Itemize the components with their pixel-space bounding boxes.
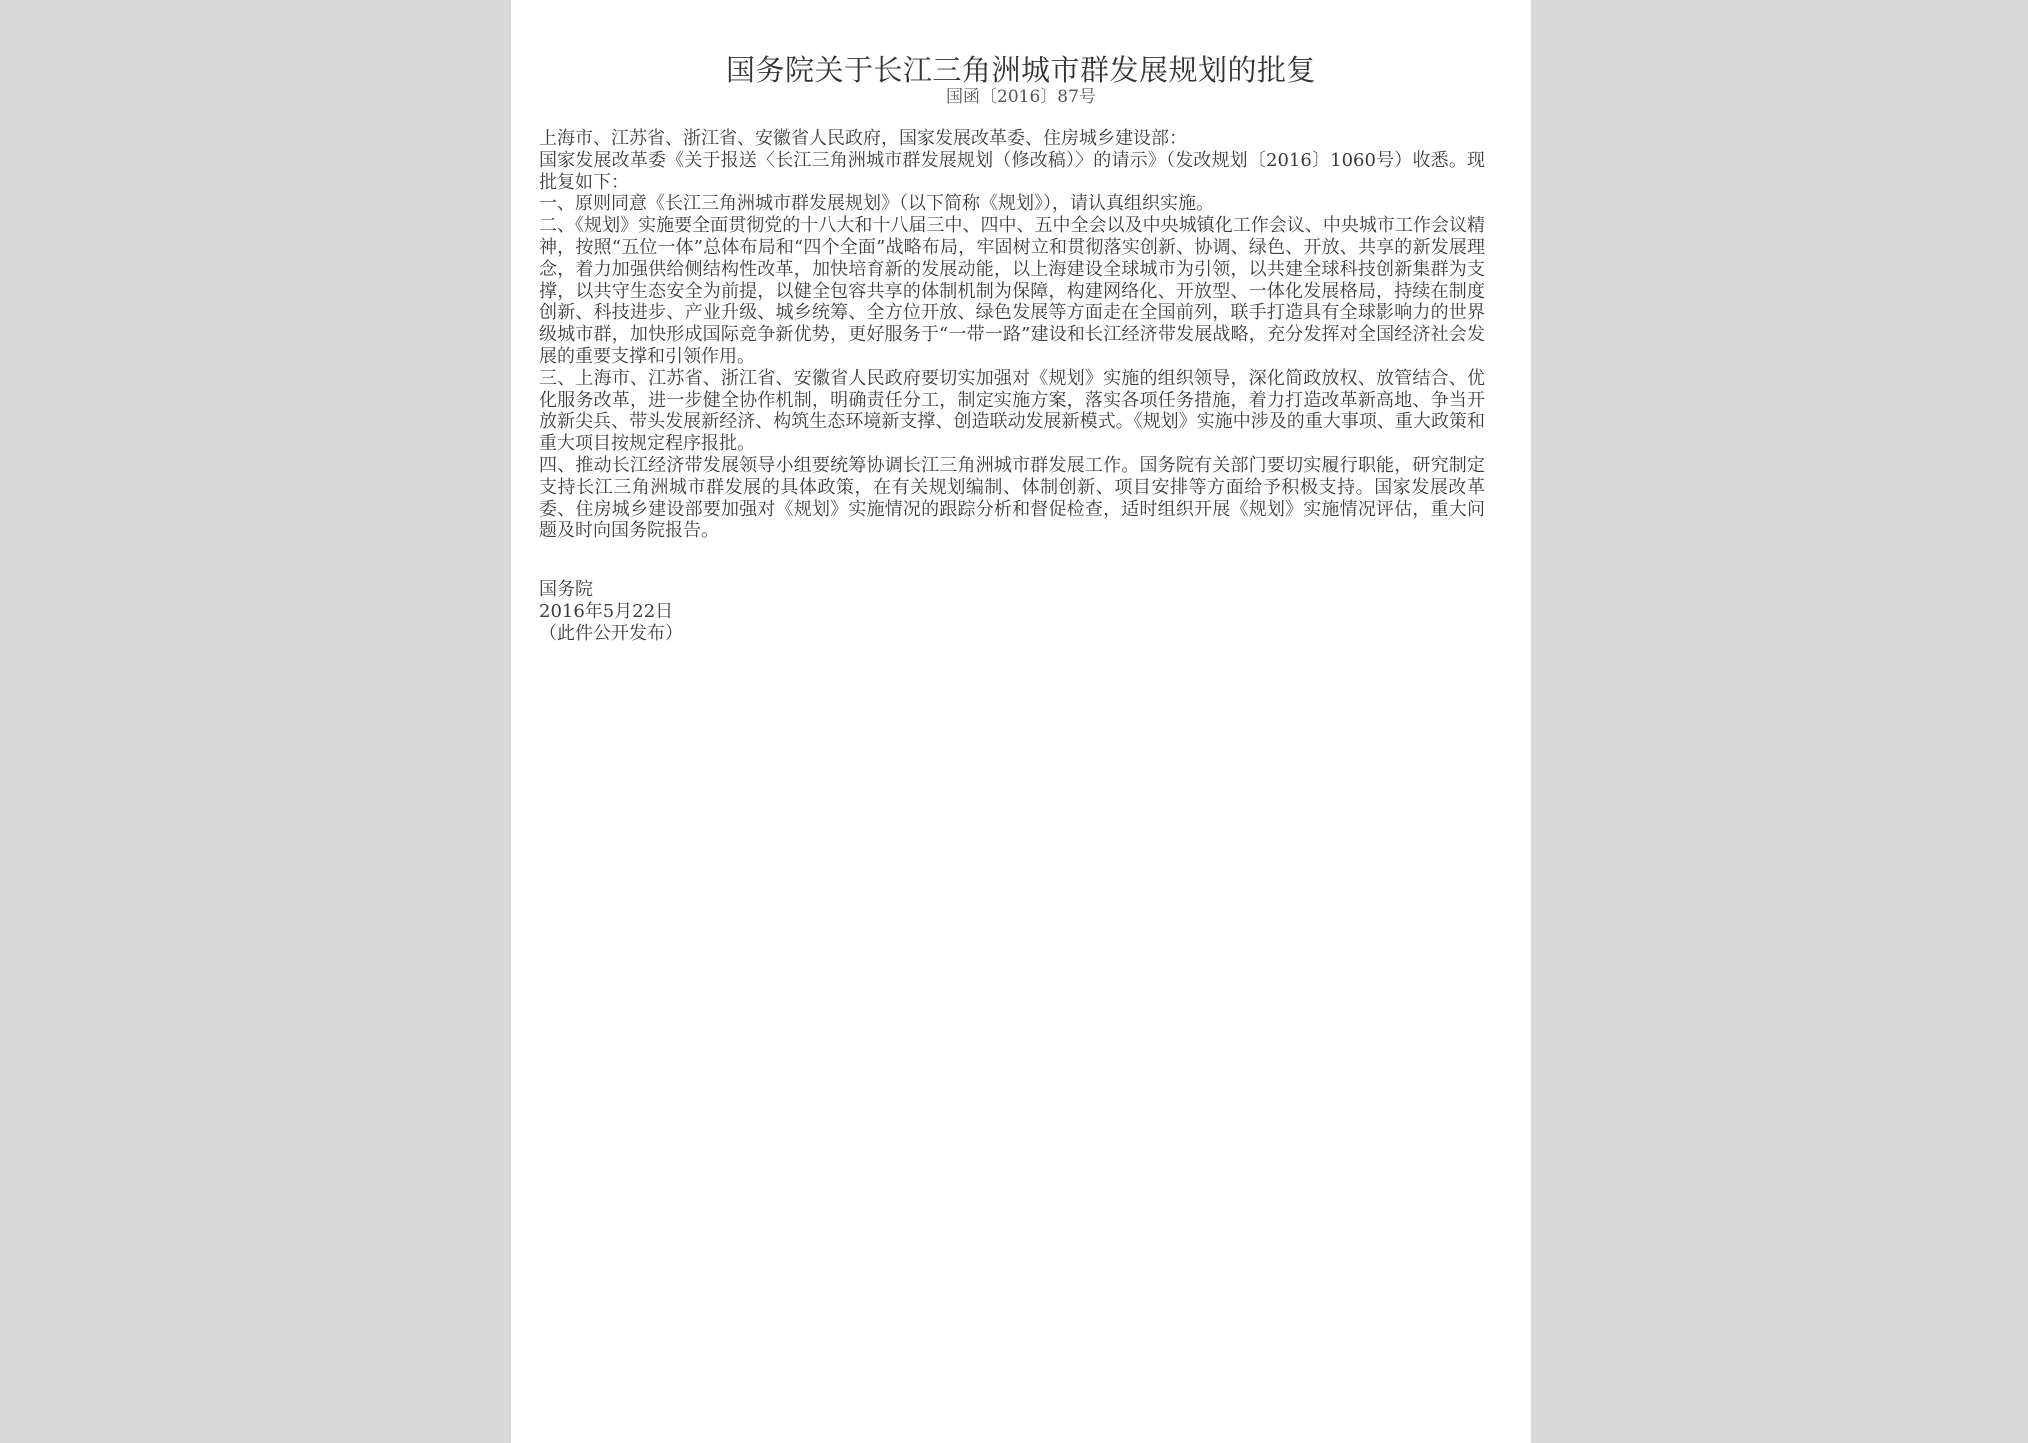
paragraph-2: 二、《规划》实施要全面贯彻党的十八大和十八届三中、四中、五中全会以及中央城镇化工作会议、中央城市工作会议精神，按照“五位一体”总体布局和“四个全面”战略布局，牢固树立和贯彻落实创新、协调、绿色、开放、共享的新发展理念，着力加强供给侧结构性改革，加快培育新的发展动能，以上海建设全球城市为引领，以共建全球科技创新集群为支撑，以共守生态安全为前提，以健全包容共享的体制机制为保障，构建网络化、开放型、一体化发展格局，持续在制度创新、科技进步、产业升级、城乡统筹、全方位开放、绿色发展等方面走在全国前列，联手打造具有全球影响力的世界级城市群，加快形成国际竞争新优势，更好服务于“一带一路”建设和长江经济带发展战略，充分发挥对全国经济社会发展的重要支撑和引领作用。: [539, 215, 1485, 367]
issue-date: 2016年5月22日: [539, 600, 674, 622]
document-number: 国函〔2016〕87号: [946, 87, 1096, 107]
paragraph-intro: 国家发展改革委《关于报送〈长江三角洲城市群发展规划（修改稿）〉的请示》（发改规划〔2016〕1060号）收悉。现批复如下：: [539, 149, 1485, 193]
signature-block: [539, 579, 1139, 644]
paragraph-1: 一、原则同意《长江三角洲城市群发展规划》（以下简称《规划》），请认真组织实施。: [539, 193, 1214, 215]
document-page: [511, 0, 1531, 1443]
publication-note: （此件公开发布）: [539, 622, 683, 644]
document-title: 国务院关于长江三角洲城市群发展规划的批复: [725, 53, 1316, 87]
issuer: 国务院: [539, 579, 593, 600]
paragraph-4: 四、推动长江经济带发展领导小组要统筹协调长江三角洲城市群发展工作。国务院有关部门要切实履行职能，研究制定支持长江三角洲城市群发展的具体政策，在有关规划编制、体制创新、项目安排等方面给予积极支持。国家发展改革委、住房城乡建设部要加强对《规划》实施情况的跟踪分析和督促检查，适时组织开展《规划》实施情况评估，重大问题及时向国务院报告。: [539, 454, 1485, 542]
document-body: [539, 128, 1485, 542]
paragraph-3: 三、上海市、江苏省、浙江省、安徽省人民政府要切实加强对《规划》实施的组织领导，深化简政放权、放管结合、优化服务改革，进一步健全协作机制，明确责任分工，制定实施方案，落实各项任务措施，着力打造改革新高地、争当开放新尖兵、带头发展新经济、构筑生态环境新支撑、创造联动发展新模式。《规划》实施中涉及的重大事项、重大政策和重大项目按规定程序报批。: [539, 367, 1485, 455]
addressee: 上海市、江苏省、浙江省、安徽省人民政府，国家发展改革委、住房城乡建设部：: [539, 128, 1187, 149]
